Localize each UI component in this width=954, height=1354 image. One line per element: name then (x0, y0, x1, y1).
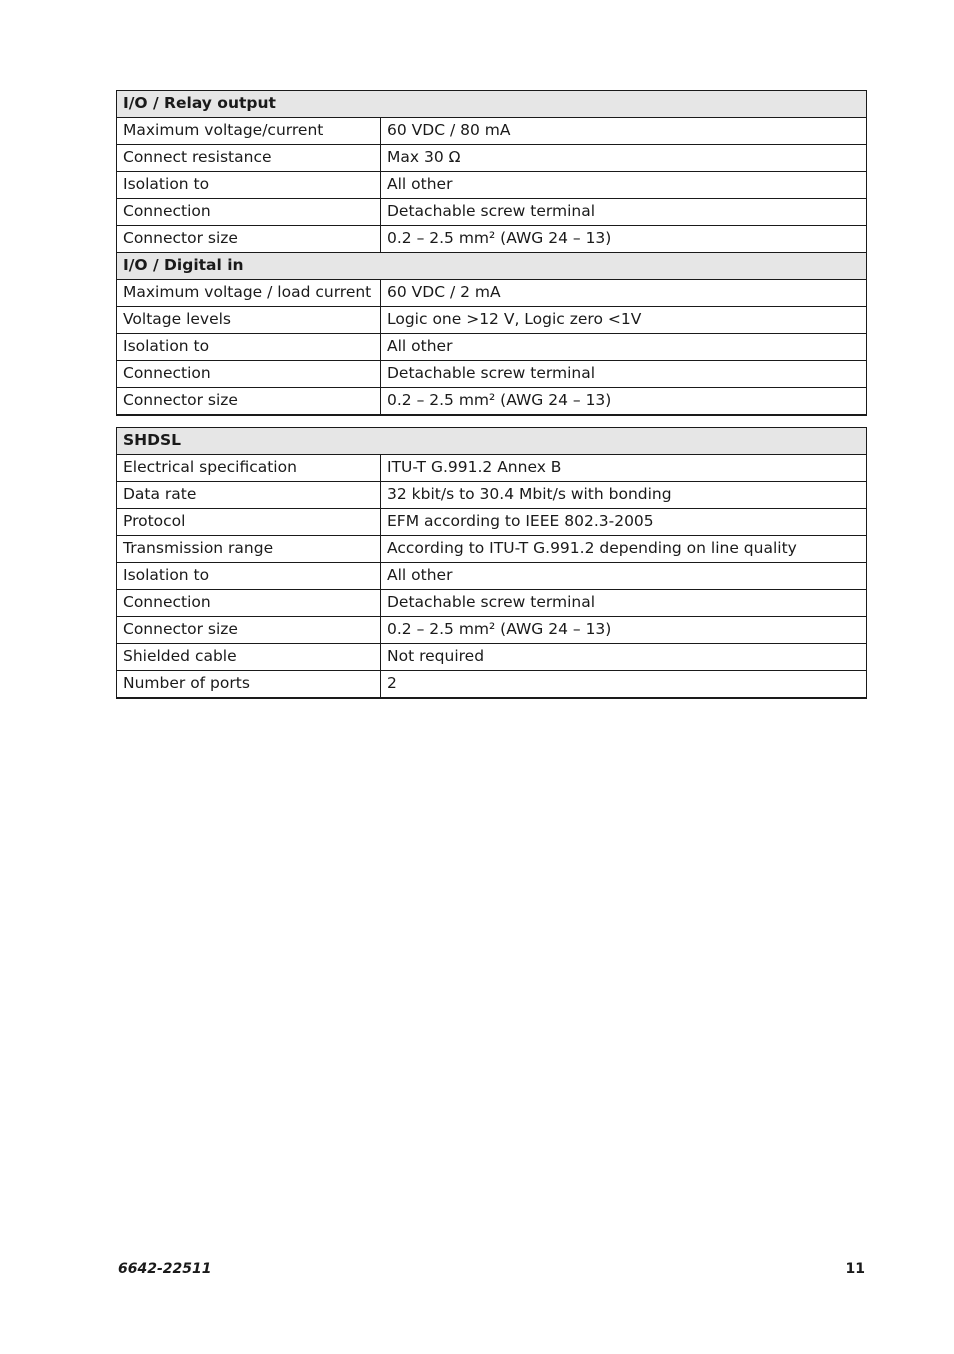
row-value: All other (381, 563, 867, 590)
row-label: Electrical specification (117, 455, 381, 482)
table-row (117, 590, 867, 617)
table-row (117, 307, 867, 334)
table-row (117, 280, 867, 307)
row-value: According to ITU-T G.991.2 depending on line quality (381, 536, 867, 563)
row-label: Voltage levels (117, 307, 381, 334)
row-value: Detachable screw terminal (381, 590, 867, 617)
row-label: Data rate (117, 482, 381, 509)
row-label: Transmission range (117, 536, 381, 563)
row-value: Logic one >12 V, Logic zero <1V (381, 307, 867, 334)
row-label: Number of ports (117, 671, 381, 699)
table-row (117, 617, 867, 644)
row-label: Maximum voltage / load current (117, 280, 381, 307)
table-row (117, 199, 867, 226)
section-title: I/O / Relay output (117, 91, 867, 118)
row-label: Connection (117, 590, 381, 617)
table-row (117, 509, 867, 536)
row-value: 0.2 – 2.5 mm² (AWG 24 – 13) (381, 226, 867, 253)
row-label: Shielded cable (117, 644, 381, 671)
row-value: ITU-T G.991.2 Annex B (381, 455, 867, 482)
row-value: Not required (381, 644, 867, 671)
row-value: 32 kbit/s to 30.4 Mbit/s with bonding (381, 482, 867, 509)
row-value: Max 30 Ω (381, 145, 867, 172)
section-title: I/O / Digital in (117, 253, 867, 280)
spec-table-io (116, 90, 867, 416)
section-header-relay-output (117, 91, 867, 118)
page-number: 11 (845, 1261, 865, 1277)
row-value: Detachable screw terminal (381, 199, 867, 226)
section-header-digital-in (117, 253, 867, 280)
row-label: Connection (117, 199, 381, 226)
row-value: 0.2 – 2.5 mm² (AWG 24 – 13) (381, 617, 867, 644)
row-label: Connector size (117, 226, 381, 253)
row-label: Connector size (117, 617, 381, 644)
table-row (117, 172, 867, 199)
table-row (117, 145, 867, 172)
row-label: Isolation to (117, 172, 381, 199)
row-label: Connect resistance (117, 145, 381, 172)
row-value: Detachable screw terminal (381, 361, 867, 388)
table-row (117, 388, 867, 416)
table-row (117, 671, 867, 699)
document-number: 6642-22511 (118, 1261, 212, 1277)
row-value: 0.2 – 2.5 mm² (AWG 24 – 13) (381, 388, 867, 416)
table-row (117, 226, 867, 253)
row-value: EFM according to IEEE 802.3-2005 (381, 509, 867, 536)
table-row (117, 334, 867, 361)
row-value: All other (381, 334, 867, 361)
row-label: Protocol (117, 509, 381, 536)
row-label: Connection (117, 361, 381, 388)
spec-table-shdsl (116, 427, 867, 699)
table-row (117, 482, 867, 509)
table-row (117, 455, 867, 482)
row-label: Maximum voltage/current (117, 118, 381, 145)
row-value: 60 VDC / 2 mA (381, 280, 867, 307)
section-header-shdsl (117, 428, 867, 455)
row-value: 2 (381, 671, 867, 699)
table-row (117, 118, 867, 145)
table-row (117, 361, 867, 388)
table-row (117, 644, 867, 671)
row-label: Isolation to (117, 334, 381, 361)
table-row (117, 536, 867, 563)
row-value: All other (381, 172, 867, 199)
row-label: Connector size (117, 388, 381, 416)
section-title: SHDSL (117, 428, 867, 455)
row-label: Isolation to (117, 563, 381, 590)
table-row (117, 563, 867, 590)
row-value: 60 VDC / 80 mA (381, 118, 867, 145)
